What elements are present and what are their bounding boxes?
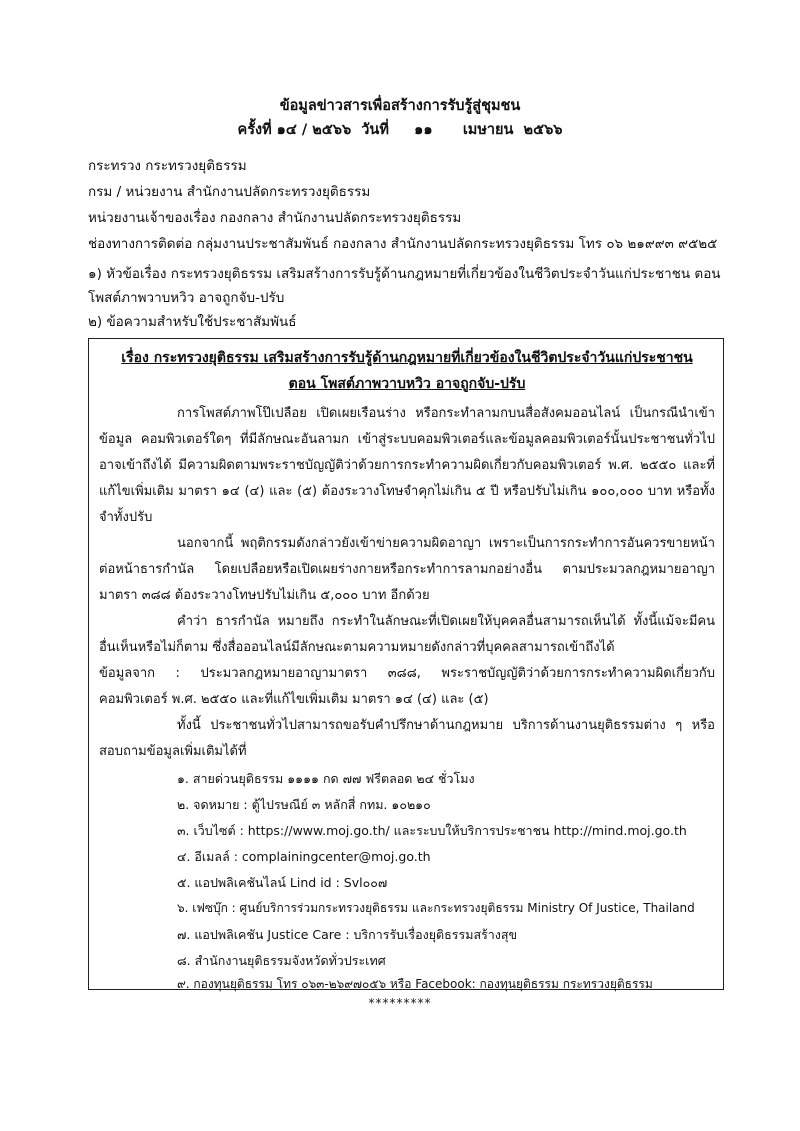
paragraph-1 xyxy=(99,401,715,531)
document-title: ข้อมูลข่าวสารเพื่อสร้างการรับรู้สู่ชุมชน xyxy=(279,98,521,114)
issue-line: ครั้งที่ ๑๔ / ๒๕๖๖ วันที่ ๑๑ เมษายน ๒๕๖๖ xyxy=(237,122,563,138)
ministry-line: กระทรวง กระทรวงยุติธรรม xyxy=(88,158,247,174)
channel-item: ๘. สำนักงานยุติธรรมจังหวัดทั่วประเทศ xyxy=(177,953,386,968)
message-box xyxy=(88,338,724,990)
channel-item: ๗. แอปพลิเคชัน Justice Care : บริการรับเรื่องยุติธรรมสร้างสุข xyxy=(177,927,518,942)
paragraph-1-text: การโพสต์ภาพโป๊เปลือย เปิดเผยเรือนร่าง หรือกระทำลามกบนสื่อสังคมออนไลน์ เป็นกรณีนำเข้าข้อมูล คอมพิวเตอร์ใดๆ ที่มีลักษณะอันลามก เข้าสู่ระบบคอมพิวเตอร์และข้อมูลคอมพิวเตอร์นั้นประชาชนทั่วไปอาจเข้าถึงได้ มีความผิดตามพระราชบัญญัติว่าด้วยการกระทำความผิดเกี่ยวกับคอมพิวเตอร์ พ.ศ. ๒๕๕๐ และที่แก้ไขเพิ่มเติม มาตรา ๑๔ (๔) และ (๕) ต้องระวางโทษจำคุกไม่เกิน ๕ ปี หรือปรับไม่เกิน ๑๐๐,๐๐๐ บาท หรือทั้งจำทั้งปรับ xyxy=(99,406,715,525)
department-line: กรม / หน่วยงาน สำนักงานปลัดกระทรวงยุติธรรม xyxy=(88,184,371,200)
box-title-line1: เรื่อง กระทรวงยุติธรรม เสริมสร้างการรับรู้ด้านกฎหมายที่เกี่ยวข้องในชีวิตประจำวันแก่ประชาชน xyxy=(121,350,693,366)
paragraph-3-text: คำว่า ธารกำนัล หมายถึง กระทำในลักษณะที่เปิดเผยให้บุคคลอื่นสามารถเห็นได้ ทั้งนี้แม้จะมีคนอื่นเห็นหรือไม่ก็ตาม ซึ่งสื่อออนไลน์มีลักษณะตามความหมายดังกล่าวที่บุคคลสามารถเข้าถึงได้ xyxy=(99,614,715,655)
channel-item: ๙. กองทุนยุติธรรม โทร ๐๖๓-๒๖๙๗๐๕๖ หรือ Facebook: กองทุนยุติธรรม กระทรวงยุติธรรม xyxy=(177,977,653,991)
source-note: ข้อมูลจาก : ประมวลกฎหมายอาญามาตรา ๓๘๘, พระราชบัญญัติว่าด้วยการกระทำความผิดเกี่ยวกับคอมพิวเตอร์ พ.ศ. ๒๕๕๐ และที่แก้ไขเพิ่มเติม มาตรา ๑๔ (๔) และ (๕) xyxy=(99,666,715,707)
paragraph-3 xyxy=(99,609,715,661)
box-title-line2: ตอน โพสต์ภาพวาบหวิว อาจถูกจับ-ปรับ xyxy=(288,376,526,392)
channel-item: ๒. จดหมาย : ตู้ไปรษณีย์ ๓ หลักสี่ กทม. ๑๐๒๑๐ xyxy=(177,797,431,812)
channel-item: ๓. เว็บไซต์ : https://www.moj.go.th/ และระบบให้บริการประชาชน http://mind.moj.go.th xyxy=(177,823,687,838)
end-marker: ********* xyxy=(368,996,432,1010)
channel-item: ๑. สายด่วนยุติธรรม ๑๑๑๑ กด ๗๗ ฟรีตลอด ๒๔ ชั่วโมง xyxy=(177,771,475,786)
contact-line: ช่องทางการติดต่อ กลุ่มงานประชาสัมพันธ์ กองกลาง สำนักงานปลัดกระทรวงยุติธรรม โทร ๐๖ ๒๑๙๙๓ ๙๕๒๕ xyxy=(88,236,718,252)
channel-item: ๖. เฟซบุ๊ก : ศูนย์บริการร่วมกระทรวงยุติธรรม และกระทรวงยุติธรรม Ministry Of Justice, Thailand xyxy=(177,901,695,915)
paragraph-2 xyxy=(99,531,715,609)
channel-item: ๕. แอปพลิเคชันไลน์ Lind id : Svl๐๐๗ xyxy=(177,875,388,890)
topic-section: ๑) หัวข้อเรื่อง กระทรวงยุติธรรม เสริมสร้างการรับรู้ด้านกฎหมายที่เกี่ยวข้องในชีวิตประจำวันแก่ประชาชน ตอน โพสต์ภาพวาบหวิว อาจถูกจับ-ปรับ xyxy=(88,266,721,306)
paragraph-2-text: นอกจากนี้ พฤติกรรมดังกล่าวยังเข้าข่ายความผิดอาญา เพราะเป็นการกระทำการอันควรขายหน้าต่อหน้าธารกำนัล โดยเปลือยหรือเปิดเผยร่างกายหรือกระทำการลามกอย่างอื่น ตามประมวลกฎหมายอาญา มาตรา ๓๘๘ ต้องระวางโทษปรับไม่เกิน ๕,๐๐๐ บาท อีกด้วย xyxy=(99,536,715,603)
channel-item: ๔. อีเมลล์ : complainingcenter@moj.go.th xyxy=(177,849,431,864)
owner-line: หน่วยงานเจ้าของเรื่อง กองกลาง สำนักงานปลัดกระทรวงยุติธรรม xyxy=(88,210,462,226)
paragraph-4-text: ทั้งนี้ ประชาชนทั่วไปสามารถขอรับคำปรึกษาด้านกฎหมาย บริการด้านงานยุติธรรมต่าง ๆ หรือสอบถามข้อมูลเพิ่มเติมได้ที่ xyxy=(99,718,715,759)
paragraph-4 xyxy=(99,713,715,765)
message-label: ๒) ข้อความสำหรับใช้ประชาสัมพันธ์ xyxy=(88,314,297,330)
